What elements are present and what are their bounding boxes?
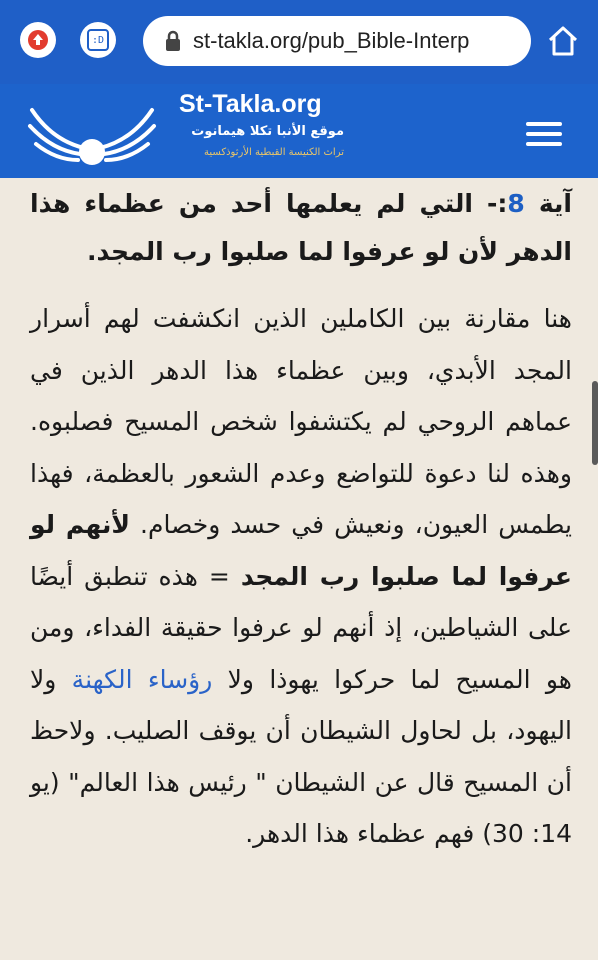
site-name[interactable]: St-Takla.org [179,90,322,118]
lock-icon [163,30,183,52]
scrollbar-thumb[interactable] [592,381,598,465]
tab-switcher-button[interactable] [80,22,116,58]
bold-quote: لأنهم لو عرفوا لما صلبوا رب المجد [30,510,572,591]
article-content [30,180,572,860]
commentary-part-1: هنا مقارنة بين الكاملين الذين انكشفت لهم أسرار المجد الأبدي، وبين عظماء هذا الدهر الذين في عماهم الروحي لم يكتشفوا شخص المسيح فصلبوه. وهذه لنا دعوة للتواضع وعدم الشعور بالعظمة، فهذا يطمس العيون، ونعيش في حسد وخصام. [30,304,572,539]
hamburger-menu-icon [526,122,562,126]
site-subtitle: موقع الأنبا تكلا هيمانوت [191,124,344,139]
site-header [0,84,598,178]
commentary-part-3: ولا اليهود، بل لحاول الشيطان أن يوقف الصليب. ولاحظ أن المسيح قال عن الشيطان " رئيس هذا العالم" (يو 14: 30) فهم عظماء هذا الدهر. [30,664,572,848]
chief-priests-link[interactable]: رؤساء الكهنة [71,664,213,694]
back-up-button[interactable] [20,22,56,58]
url-text[interactable]: st-takla.org/pub_Bible-Interp [193,28,470,53]
verse-text: :- التي لم يعلمها أحد من عظماء هذا الدهر لأن لو عرفوا لما صلبوا رب المجد. [30,189,572,266]
tab-switcher-icon: :D [87,29,109,51]
verse-number: 8 [507,189,525,218]
address-bar[interactable] [143,16,531,66]
browser-toolbar [0,0,598,84]
verse-heading [30,180,572,276]
back-up-icon [27,29,49,51]
home-icon[interactable] [546,24,580,58]
site-tagline: تراث الكنيسة القبطية الأرثوذكسية [204,147,344,158]
verse-prefix: آية [524,189,573,218]
commentary-part-2: = هذه تنطبق أيضًا على الشياطين، إذ أنهم لو عرفوا حقيقة الفداء، ومن هو المسيح لما حركوا يهوذا ولا [30,561,572,694]
hamburger-menu-button[interactable] [526,122,562,146]
commentary-paragraph [30,293,572,860]
wings-logo-icon[interactable] [22,90,162,170]
